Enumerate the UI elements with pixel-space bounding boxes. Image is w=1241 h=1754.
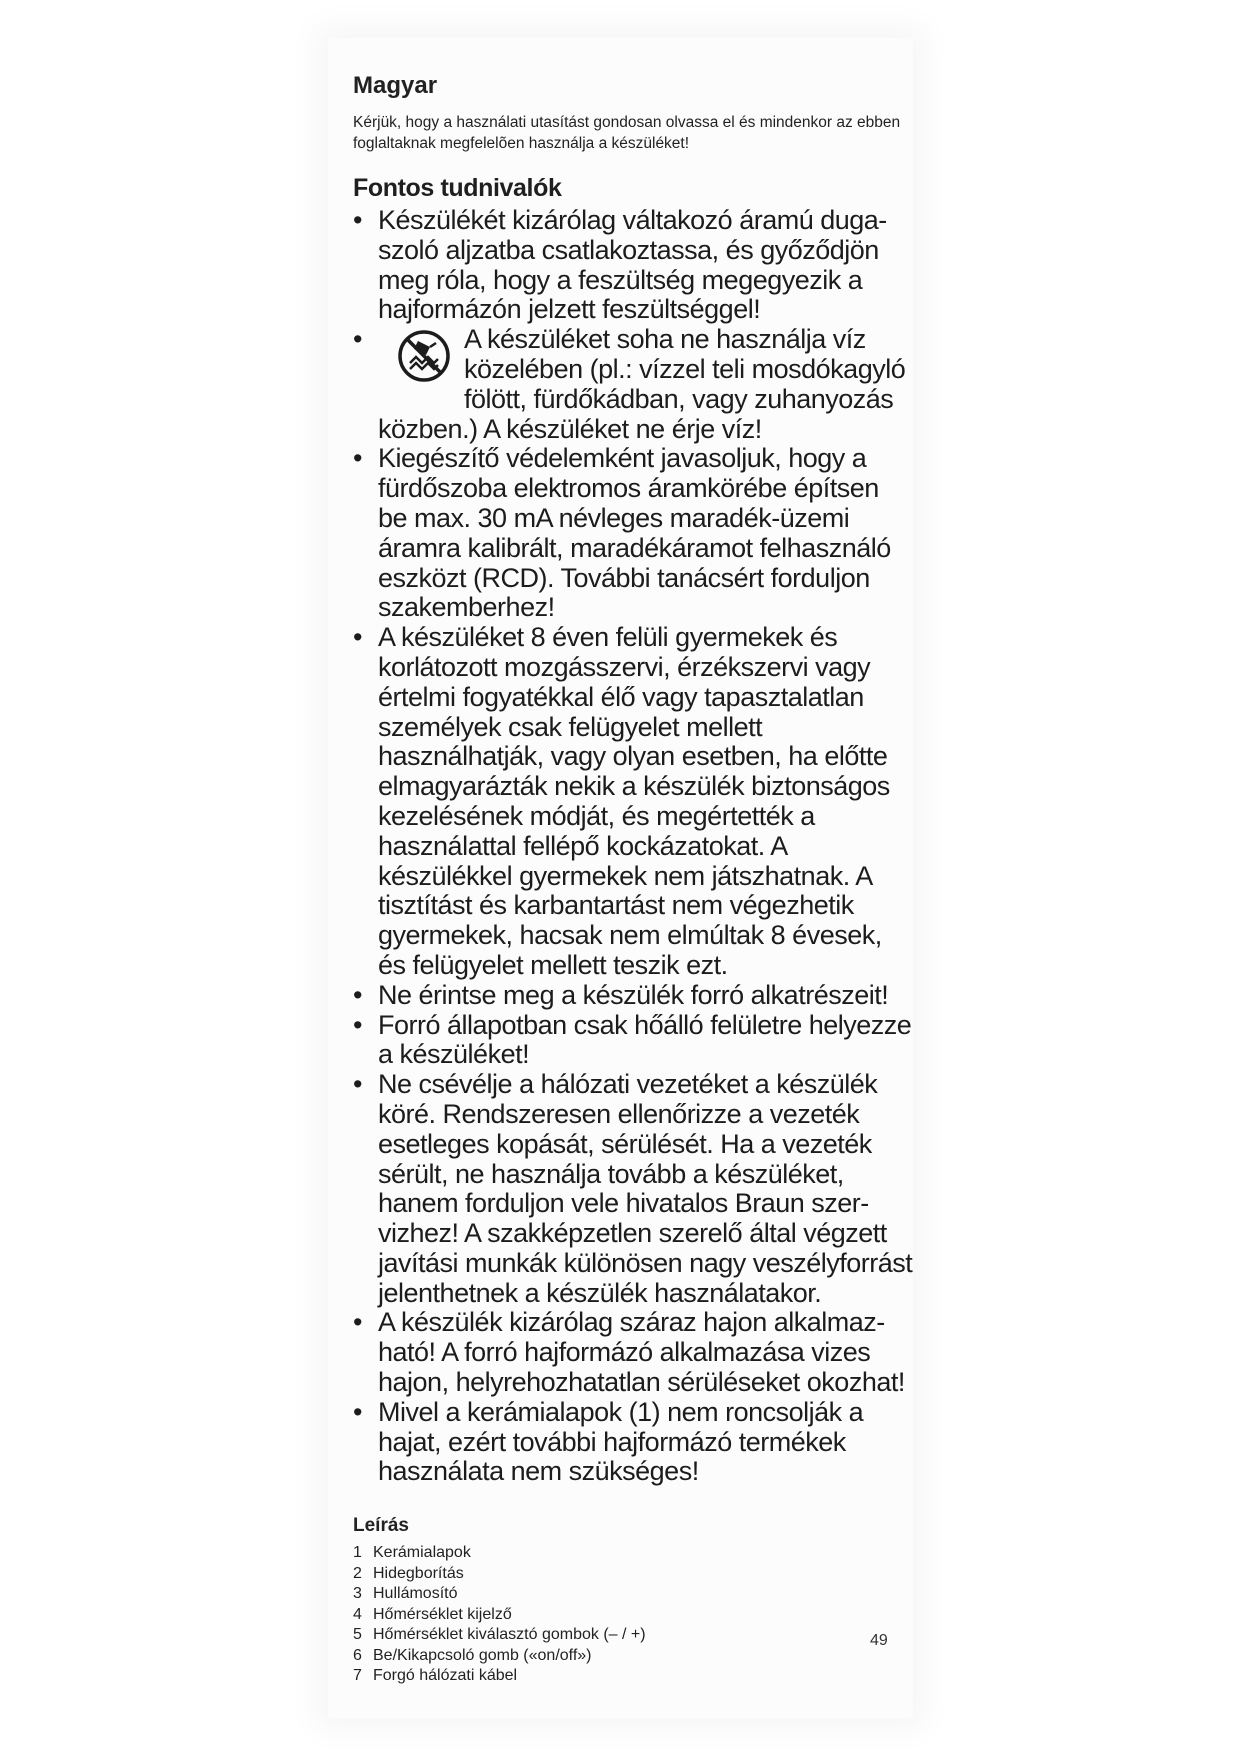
part-label: Forgó hálózati kábel <box>373 1667 518 1685</box>
safety-item-text: A készüléket 8 éven felüli gyermekek és korlátozott mozgásszervi, érzékszervi vagy értelmi fogyatékkal élő vagy tapasztalatlan személyek csak felügyelet mellett használhatják, vagy olyan esetben, ha előtte elmagyarázták nekik a készülék biztonságos kezelésének módját, és megértették a használattal fellépő kockázatokat. A készülékkel gyermekek nem játszhatnak. A tisztítást és karbantartást nem végezhetik gyermekek, hacsak nem elmúltak 8 évesek, és felügyelet mellett teszik ezt. <box>378 622 890 980</box>
part-number: 6 <box>353 1646 362 1664</box>
safety-item-text: Ne csévélje a hálózati vezetéket a készülék köré. Rendszeresen ellenőrizze a vezeték esetleges kopását, sérülését. Ha a vezeték sérült, ne használja tovább a készüléket, hanem forduljon vele hivatalos Braun szer-vizhez! A szakképzetlen szerelő által végzett javítási munkák különösen nagy veszélyforrást jelenthetnek a készülék használatakor. <box>378 1069 913 1308</box>
parts-list <box>353 1543 913 1687</box>
part-label: Kerámialapok <box>373 1544 471 1562</box>
bullet: • <box>353 1396 362 1427</box>
bullet: • <box>353 622 362 653</box>
language-heading: Magyar <box>353 72 438 99</box>
safety-section-title: Fontos tudnivalók <box>353 174 562 202</box>
safety-item <box>353 206 913 325</box>
part-number: 7 <box>353 1667 362 1685</box>
safety-item-text: A készüléket soha ne használja víz közelében (pl.: vízzel teli mosdókagyló fölött, fürdőkádban, vagy zuhanyozás közben.) A készüléket ne érje víz! <box>378 324 906 444</box>
bullet: • <box>353 979 362 1010</box>
bullet: • <box>353 324 362 355</box>
document-content <box>353 66 913 1687</box>
bullet: • <box>353 1009 362 1040</box>
part-number: 4 <box>353 1605 362 1623</box>
safety-item <box>353 325 913 444</box>
safety-item <box>353 1398 913 1487</box>
safety-item <box>353 981 913 1011</box>
part-number: 1 <box>353 1544 362 1562</box>
safety-item <box>353 444 913 623</box>
no-water-warning-icon <box>396 327 452 385</box>
part-label: Hőmérséklet kijelző <box>373 1605 512 1623</box>
safety-item-text: Készülékét kizárólag váltakozó áramú duga-szoló aljzatba csatlakoztassa, és győződjön meg róla, hogy a feszültség megegyezik a hajformázón jelzett feszültséggel! <box>378 205 887 325</box>
part-item <box>353 1666 913 1687</box>
intro-paragraph: Kérjük, hogy a használati utasítást gondosan olvassa el és mindenkor az ebben foglaltaknak megfelelõen használja a készüléket! <box>353 114 901 152</box>
part-label: Hidegborítás <box>373 1564 464 1582</box>
safety-list <box>353 206 913 1487</box>
part-item <box>353 1625 913 1646</box>
bullet: • <box>353 443 362 474</box>
safety-item-text: Ne érintse meg a készülék forró alkatrészeit! <box>378 979 889 1010</box>
part-label: Hullámosító <box>373 1585 458 1603</box>
safety-item <box>353 1011 913 1071</box>
part-number: 5 <box>353 1626 362 1644</box>
safety-item <box>353 623 913 981</box>
bullet: • <box>353 1307 362 1338</box>
bullet: • <box>353 205 362 235</box>
part-item <box>353 1605 913 1626</box>
safety-item <box>353 1308 913 1397</box>
description-title: Leírás <box>353 1515 409 1537</box>
part-label: Be/Kikapcsoló gomb («on/off») <box>373 1646 592 1664</box>
safety-item <box>353 1070 913 1308</box>
part-number: 2 <box>353 1564 362 1582</box>
safety-item-text: A készülék kizárólag száraz hajon alkalmaz-ható! A forró hajformázó alkalmazása vizes hajon, helyrehozhatatlan sérüléseket okozhat! <box>378 1307 905 1398</box>
page-number: 49 <box>870 1632 888 1649</box>
bullet: • <box>353 1069 362 1100</box>
part-item <box>353 1646 913 1667</box>
part-item <box>353 1543 913 1564</box>
part-item <box>353 1584 913 1605</box>
part-item <box>353 1564 913 1585</box>
safety-item-text: Mivel a kerámialapok (1) nem roncsolják a hajat, ezért további hajformázó termékek használata nem szükséges! <box>378 1396 864 1487</box>
part-label: Hőmérséklet kiválasztó gombok (– / +) <box>373 1626 646 1644</box>
safety-item-text: Kiegészítő védelemként javasoljuk, hogy a fürdőszoba elektromos áramkörébe építsen be max. 30 mA névleges maradék-üzemi áramra kalibrált, maradékáramot felhasználó eszközt (RCD). További tanácsért forduljon szakemberhez! <box>378 443 891 623</box>
safety-item-text: Forró állapotban csak hőálló felületre helyezze a készüléket! <box>378 1009 912 1070</box>
part-number: 3 <box>353 1585 362 1603</box>
